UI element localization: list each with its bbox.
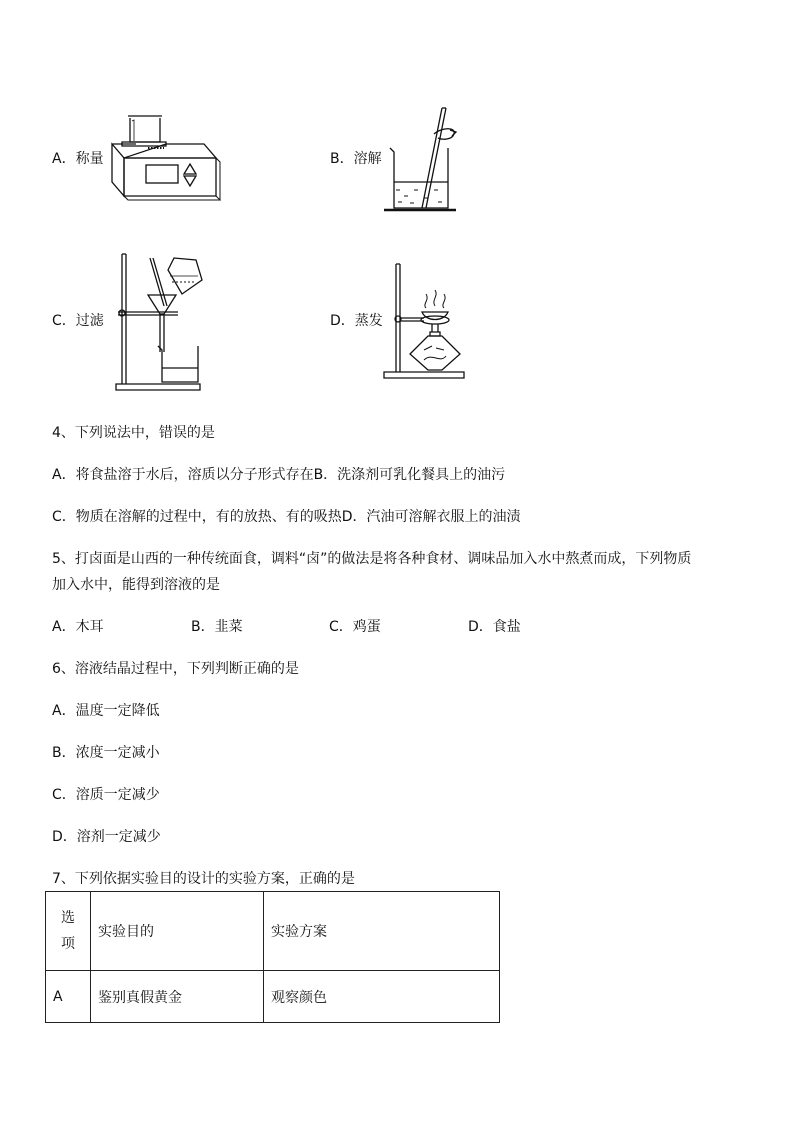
question-4-line-2: C．物质在溶解的过程中，有的放热、有的吸热D．汽油可溶解衣服上的油渍 xyxy=(52,509,521,525)
electronic-balance-icon xyxy=(108,108,223,203)
experiment-table xyxy=(45,891,500,1023)
question-5-stem-line-1: 5、打卤面是山西的一种传统面食，调料“卤”的做法是将各种食材、调味品加入水中熬煮而成，下列物质 xyxy=(52,551,692,567)
question-6-stem: 6、溶液结晶过程中，下列判断正确的是 xyxy=(52,661,299,677)
figure-d-label: D．蒸发 xyxy=(330,313,383,329)
question-4-line-1: A．将食盐溶于水后，溶质以分子形式存在B．洗涤剂可乳化餐具上的油污 xyxy=(52,467,506,483)
question-5-option-b: B．韭菜 xyxy=(191,619,243,635)
table-header-cell-option xyxy=(46,892,91,971)
figure-c-label: C．过滤 xyxy=(52,313,104,329)
question-6-option-b: B．浓度一定减小 xyxy=(52,745,160,761)
question-5-stem-line-2: 加入水中，能得到溶液的是 xyxy=(52,577,220,593)
question-7-stem: 7、下列依据实验目的设计的实验方案，正确的是 xyxy=(52,871,355,887)
question-6-option-d: D．溶剂一定减少 xyxy=(52,829,161,845)
beaker-with-glass-rod-icon xyxy=(384,104,464,214)
question-5-option-d: D．食盐 xyxy=(468,619,521,635)
question-4-stem: 4、下列说法中，错误的是 xyxy=(52,425,215,441)
question-5-option-c: C．鸡蛋 xyxy=(329,619,381,635)
table-header-purpose-text: 实验目的 xyxy=(98,924,154,940)
evaporating-dish-on-lamp-icon xyxy=(380,260,470,380)
question-6-option-a: A．温度一定降低 xyxy=(52,703,160,719)
table-cell-purpose: 鉴别真假黄金 xyxy=(91,971,264,1023)
filtration-apparatus-icon xyxy=(112,250,222,390)
table-header-cell-purpose xyxy=(91,892,264,971)
table-header-option-text: 选项 xyxy=(61,910,75,952)
question-6-option-c: C．溶质一定减少 xyxy=(52,787,160,803)
table-cell-plan: 观察颜色 xyxy=(264,971,500,1023)
figure-b-label: B．溶解 xyxy=(330,151,382,167)
figure-a-label: A．称量 xyxy=(52,151,104,167)
table-cell-option: A xyxy=(46,971,91,1023)
table-header-row xyxy=(46,892,500,971)
table-header-cell-plan xyxy=(264,892,500,971)
question-5-option-a: A．木耳 xyxy=(52,619,104,635)
table-header-plan-text: 实验方案 xyxy=(271,924,327,940)
table-row xyxy=(46,971,500,1023)
